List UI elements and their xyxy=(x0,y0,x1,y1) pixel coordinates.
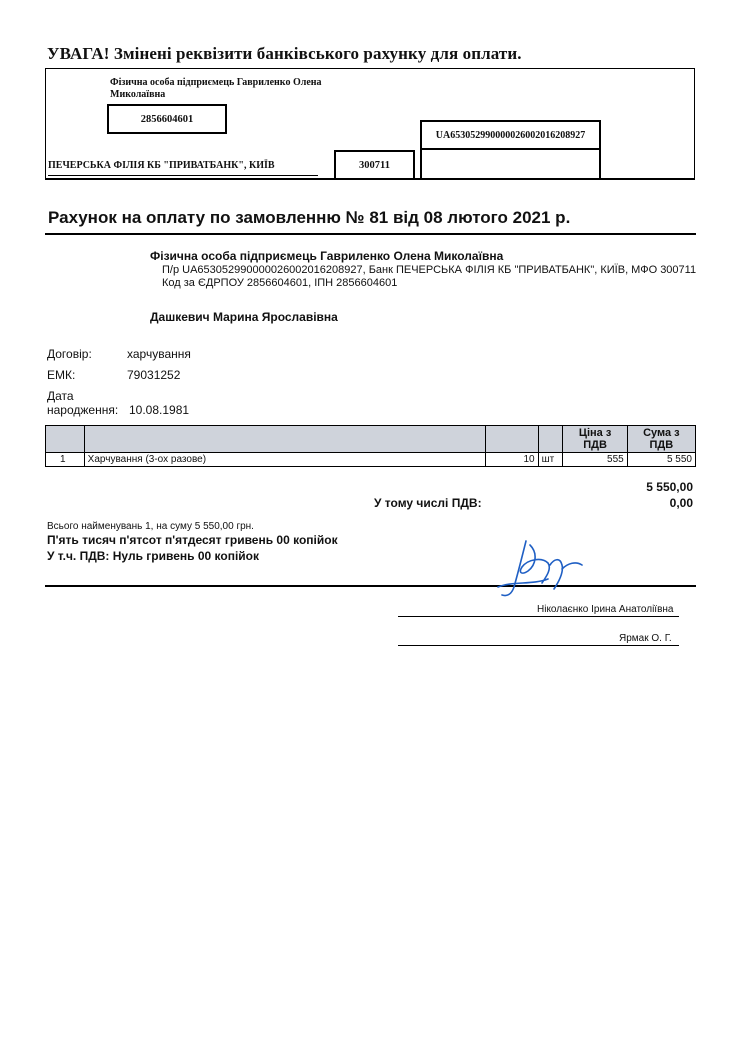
items-table xyxy=(45,425,696,467)
col-sum xyxy=(627,426,695,453)
vat-in-words: У т.ч. ПДВ: Нуль гривень 00 копійок xyxy=(47,549,259,563)
col-price xyxy=(563,426,627,453)
row-unit: шт xyxy=(538,453,563,467)
iban-frame xyxy=(420,148,601,178)
price-header-line2: ПДВ xyxy=(583,439,607,451)
row-name: Харчування (3-ох разове) xyxy=(84,453,486,467)
row-sum: 5 550 xyxy=(627,453,695,467)
col-unit xyxy=(538,426,563,453)
items-count-line: Всього найменувань 1, на суму 5 550,00 грн. xyxy=(47,521,254,532)
row-price: 555 xyxy=(563,453,627,467)
bank-change-notice-title: УВАГА! Змінені реквізити банківського рахунку для оплати. xyxy=(47,44,522,63)
bank-name: ПЕЧЕРСЬКА ФІЛІЯ КБ "ПРИВАТБАНК", КИЇВ xyxy=(48,160,275,171)
sum-in-words: П'ять тисяч п'ятсот п'ятдесят гривень 00 копійок xyxy=(47,533,338,547)
sum-header-line1: Сума з xyxy=(643,427,680,439)
emk-value: 79031252 xyxy=(127,368,181,382)
supplier-account-line: П/р UA653052990000026002016208927, Банк ПЕЧЕРСЬКА ФІЛІЯ КБ "ПРИВАТБАНК", КИЇВ, МФО 300711 xyxy=(162,264,697,276)
bank-name-underline xyxy=(48,175,318,176)
handwritten-signature xyxy=(488,535,588,605)
dob-label-line2: народження: xyxy=(47,403,119,417)
supplier-codes-line: Код за ЄДРПОУ 2856604601, ІПН 2856604601 xyxy=(162,276,398,289)
payee-code: 2856604601 xyxy=(107,104,227,134)
payee-name: Фізична особа підприємець Гавриленко Олена Миколаївна xyxy=(110,77,322,100)
col-qty xyxy=(486,426,538,453)
signer-2-name: Ярмак О. Г. xyxy=(619,633,672,644)
row-no: 1 xyxy=(46,453,85,467)
supplier-name: Фізична особа підприємець Гавриленко Олена Миколаївна xyxy=(150,249,504,263)
iban: UA653052990000026002016208927 xyxy=(420,120,601,150)
contract-label: Договір: xyxy=(47,347,92,361)
vat-label: У тому числі ПДВ: xyxy=(374,496,482,510)
contract-value: харчування xyxy=(127,347,191,361)
sum-header-line2: ПДВ xyxy=(649,439,674,451)
signature-section-divider xyxy=(45,585,696,587)
price-header-line1: Ціна з xyxy=(578,427,612,439)
dob-value: 10.08.1981 xyxy=(129,403,190,417)
total-sum: 5 550,00 xyxy=(646,480,693,494)
table-header-row xyxy=(46,426,696,453)
table-row xyxy=(46,453,696,467)
signer-2-line xyxy=(398,645,679,646)
signer-1-line xyxy=(398,616,679,617)
buyer-name: Дашкевич Марина Ярославівна xyxy=(150,310,338,324)
signer-1-name: Ніколаєнко Ірина Анатоліївна xyxy=(537,604,674,615)
supplier-details xyxy=(162,264,702,289)
vat-value: 0,00 xyxy=(669,496,693,510)
emk-label: ЕМК: xyxy=(47,368,76,382)
col-name xyxy=(84,426,486,453)
col-no xyxy=(46,426,85,453)
invoice-title: Рахунок на оплату по замовленню № 81 від 08 лютого 2021 р. xyxy=(48,208,571,227)
dob-label-line1: Дата xyxy=(47,389,74,403)
mfo-code: 300711 xyxy=(334,150,415,179)
title-divider xyxy=(45,233,696,235)
row-qty: 10 xyxy=(486,453,538,467)
